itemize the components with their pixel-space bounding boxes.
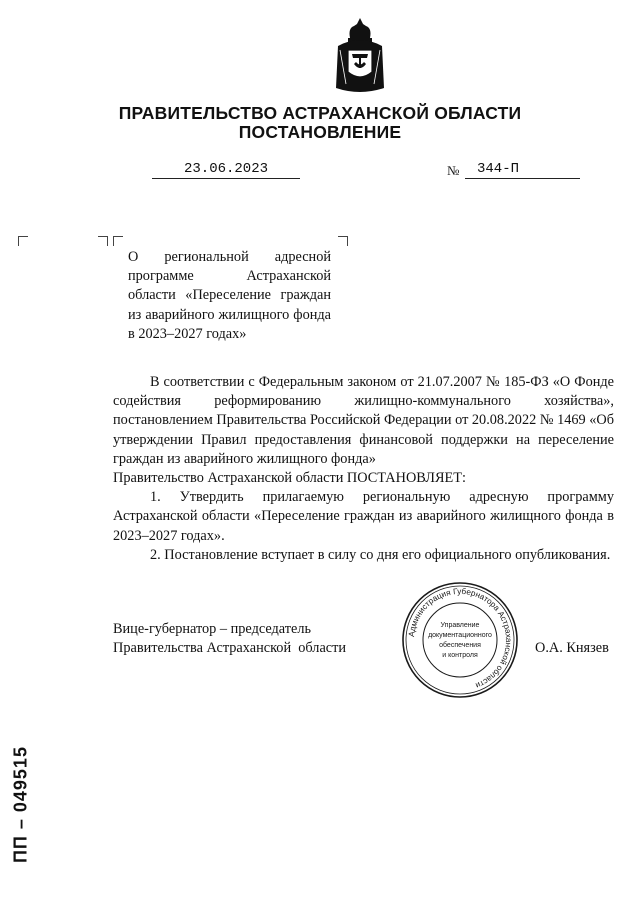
document-subject: О региональной адресной программе Астраханской области «Переселение граждан из аварийного жилищного фонда в 2023–2027 годах» <box>128 249 331 342</box>
corner-mark-mid-right <box>98 236 108 246</box>
signatory-title-line1: Вице-губернатор – председатель <box>113 621 312 637</box>
document-date: 23.06.2023 <box>183 161 268 177</box>
stamp-center-line4: и контроля <box>442 652 478 659</box>
corner-mark-subject-right <box>338 236 348 246</box>
serial-number: ПП – 049515 <box>10 746 31 864</box>
document-body <box>113 373 614 565</box>
stamp-center-line1: Управление <box>440 622 480 629</box>
stamp-center-line3: обеспечения <box>439 642 481 649</box>
signatory-name: О.А. Князев <box>535 640 609 656</box>
document-type-title: ПОСТАНОВЛЕНИЕ <box>238 122 402 142</box>
body-paragraph-item-1: 1. Утвердить прилагаемую региональную адресную программу Астраханской области «Переселение граждан из аварийного жилищного фонда в 2023–2027 годах». <box>113 489 614 544</box>
official-stamp <box>400 580 520 700</box>
stamp-ring-text: Администрация Губернатора Астраханской области <box>407 586 514 691</box>
coat-of-arms-emblem <box>334 16 386 96</box>
government-title: ПРАВИТЕЛЬСТВО АСТРАХАНСКОЙ ОБЛАСТИ <box>118 103 522 123</box>
number-sign: № <box>447 163 460 178</box>
corner-mark-left <box>18 236 28 246</box>
body-paragraph-item-2: 2. Постановление вступает в силу со дня его официального опубликования. <box>150 546 611 563</box>
date-field <box>152 160 300 179</box>
signatory-title-line2: Правительства Астраханской области <box>113 640 347 657</box>
document-number: 344-П <box>477 161 520 177</box>
body-paragraph-resolves: Правительство Астраханской области ПОСТАНОВЛЯЕТ: <box>113 470 466 487</box>
corner-mark-subject-left <box>113 236 123 246</box>
body-paragraph-preamble: В соответствии с Федеральным законом от 21.07.2007 № 185-ФЗ «О Фонде содействия реформированию жилищно-коммунального хозяйства», постановлением Правительства Российской Федерации от 20.08.2022 № 1469 «Об утверждении Правил предоставления финансовой поддержки на переселение граждан из аварийного жилищного фонда» <box>113 374 614 467</box>
stamp-center-line2: документационного <box>428 632 492 639</box>
number-field <box>465 160 580 179</box>
signatory-title <box>113 620 346 658</box>
